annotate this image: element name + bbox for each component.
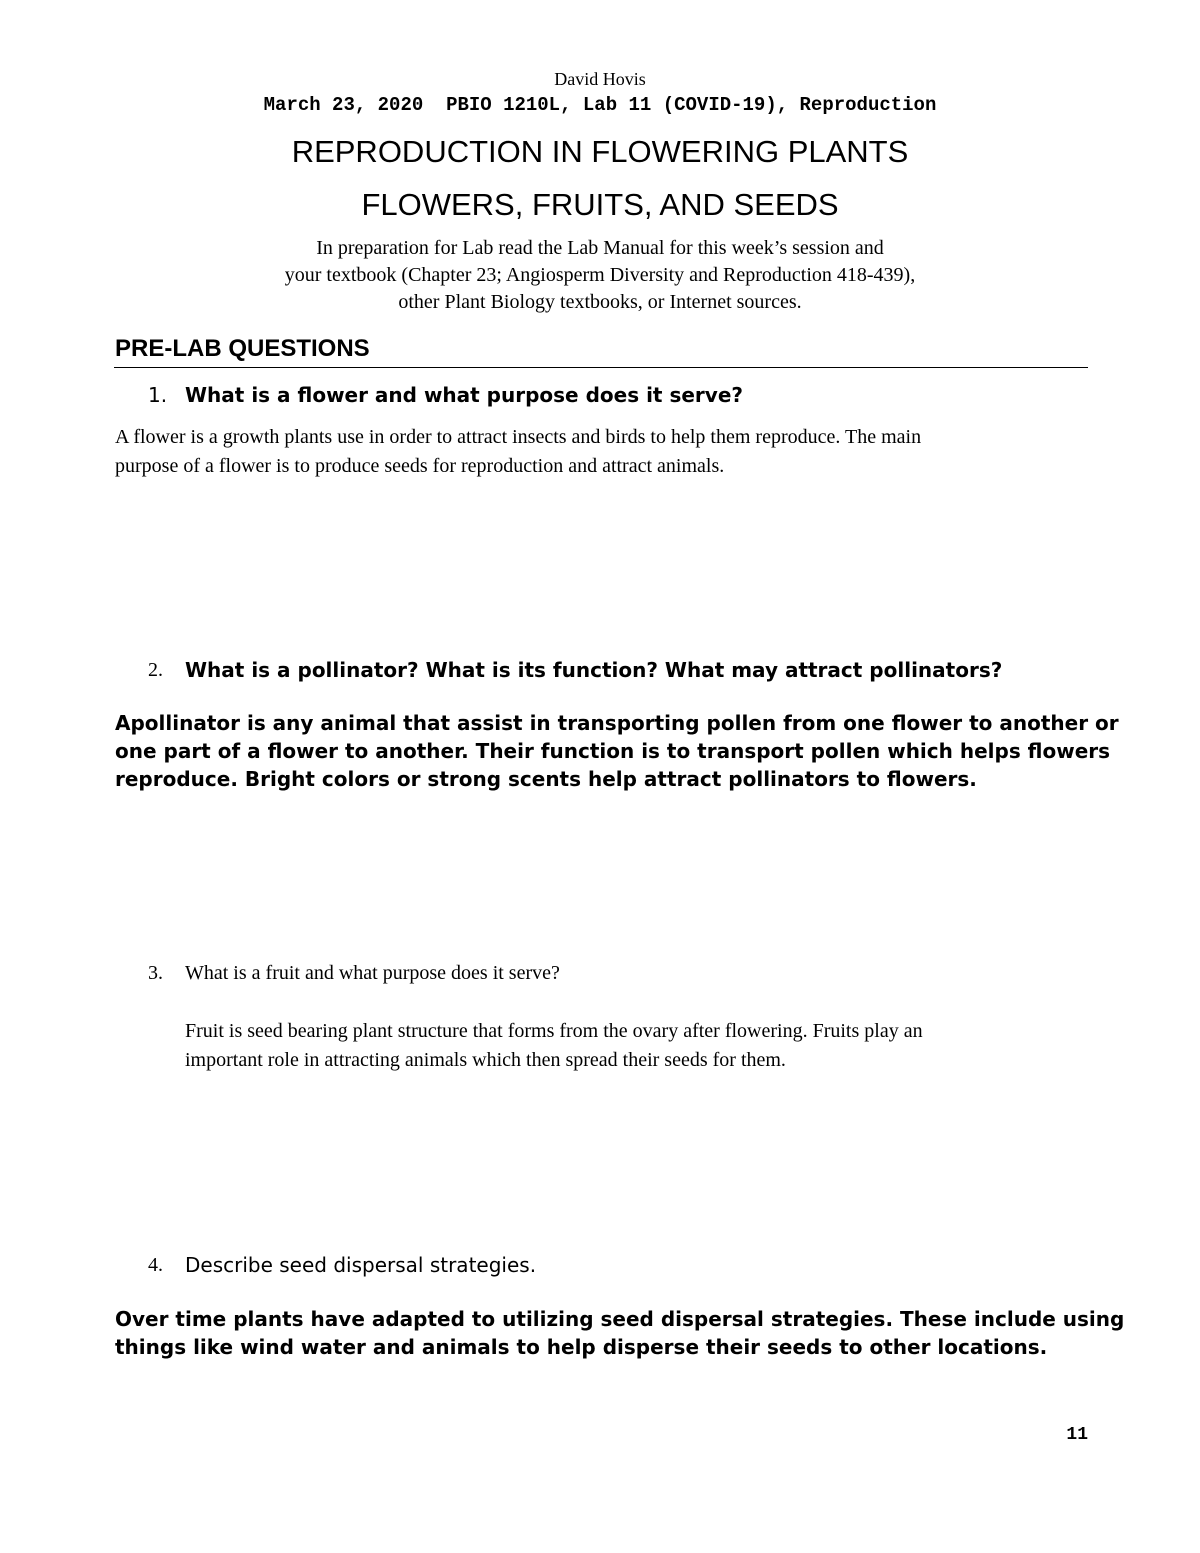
answer-line: reproduce. Bright colors or strong scents help attract pollinators to flowers. (115, 767, 977, 791)
document-subtitle: FLOWERS, FRUITS, AND SEEDS (361, 187, 839, 222)
answer-line: important role in attracting animals which then spread their seeds for them. (185, 1049, 786, 1071)
question-number: 3. (148, 962, 163, 984)
question-text: What is a pollinator? What is its function? What may attract pollinators? (185, 658, 1003, 682)
section-heading: PRE-LAB QUESTIONS (115, 335, 370, 362)
course-header: March 23, 2020 PBIO 1210L, Lab 11 (COVID-19), Reproduction (263, 94, 937, 116)
intro-line: In preparation for Lab read the Lab Manual for this week’s session and (316, 237, 884, 259)
answer-line: A flower is a growth plants use in order to attract insects and birds to help them reproduce. The main (115, 426, 922, 448)
question-number: 2. (148, 659, 163, 681)
section-divider (114, 367, 1088, 368)
answer-text (115, 709, 1119, 793)
intro-line: other Plant Biology textbooks, or Internet sources. (398, 291, 802, 313)
question-number: 4. (148, 1254, 163, 1276)
document-title: REPRODUCTION IN FLOWERING PLANTS (291, 134, 909, 169)
answer-text (185, 1017, 923, 1075)
question-text: Describe seed dispersal strategies. (185, 1253, 537, 1277)
author-name: David Hovis (554, 69, 646, 89)
intro-line: your textbook (Chapter 23; Angiosperm Diversity and Reproduction 418-439), (284, 264, 916, 286)
question-text: What is a flower and what purpose does it serve? (185, 383, 743, 407)
answer-line: Fruit is seed bearing plant structure that forms from the ovary after flowering. Fruits play an (185, 1020, 923, 1042)
answer-line: Apollinator is any animal that assist in transporting pollen from one flower to another or (115, 711, 1119, 735)
question-number: 1. (148, 383, 168, 407)
answer-text (115, 423, 921, 481)
answer-line: things like wind water and animals to help disperse their seeds to other locations. (115, 1335, 1048, 1359)
answer-text (115, 1305, 1124, 1361)
answer-line: Over time plants have adapted to utilizing seed dispersal strategies. These include using (115, 1307, 1125, 1331)
answer-line: purpose of a flower is to produce seeds for reproduction and attract animals. (115, 455, 725, 477)
question-text: What is a fruit and what purpose does it serve? (185, 962, 560, 984)
answer-line: one part of a flower to another. Their function is to transport pollen which helps flowers (115, 739, 1111, 763)
intro-paragraph (0, 235, 1200, 316)
page-number: 11 (1066, 1425, 1088, 1445)
